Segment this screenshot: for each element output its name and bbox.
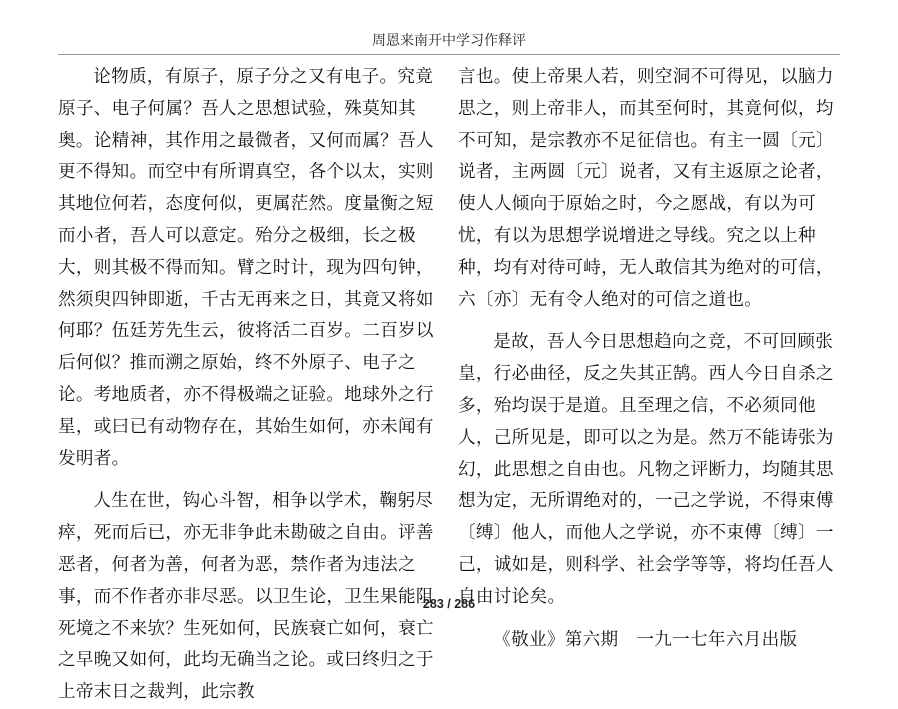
header-divider bbox=[58, 54, 840, 55]
publication-note: 《敬业》第六期 一九一七年六月出版 bbox=[493, 629, 798, 650]
page-number: 283 / 286 bbox=[422, 597, 476, 611]
running-header: 周恩来南开中学习作释评 bbox=[372, 33, 526, 49]
paragraph-2-continued: 言也。使上帝果人若，则空洞不可得见，以脑力思之，则上帝非人，而其至何时，其竟何似，均不可知，是宗教亦不足征信也。有主一圆〔元〕说者，主两圆〔元〕说者，又有主返原之论者，使人人倾向于原始之时，今之愿战，有以为可忧，有以为思想学说增进之导线。究之以上种种，均有对待可峙，无人敢信其为绝对的可信，六〔亦〕无有令人绝对的可信之道也。 bbox=[458, 67, 834, 310]
paragraph-1: 论物质，有原子，原子分之又有电子。究竟原子、电子何属？吾人之思想试验，殊莫知其奥。论精神，其作用之最微者，又何而属？吾人更不得知。而空中有所谓真空，各个以太，实则其地位何若，态度何似，更属茫然。度量衡之短而小者，吾人可以意定。殆分之极细，长之极大，则其极不得而知。臂之时计，现为四句钟，然须臾四钟即逝，千古无再来之日，其竟又将如何耶？伍廷芳先生云，彼将活二百岁。二百岁以后何似？推而溯之原始，终不外原子、电子之论。考地质者，亦不得极端之证验。地球外之行星，或曰已有动物存在，其始生如何，亦未闻有发明者。 bbox=[58, 67, 434, 469]
paragraph-3: 是故，吾人今日思想趋向之竞，不可回顾张皇，行必曲径，反之失其正鹄。西人今日自杀之多，殆均误于是道。且至理之信，不必须同他人，己所见是，即可以之为是。然万不能诪张为幻，此思想之自由也。凡物之评断力，均随其思想为定，无所谓绝对的，一己之学说，不得束傅〔缚〕他人，而他人之学说，亦不束傅〔缚〕一己，诚如是，则科学、社会学等等，将均任吾人自由讨论矣。 bbox=[458, 332, 834, 607]
paragraph-2: 人生在世，钩心斗智，相争以学术，鞠躬尽瘁，死而后已，亦无非争此未勘破之自由。评善恶者，何者为善，何者为恶，禁作者为违法之事，而不作者亦非尽恶。以卫生论，卫生果能阻死境之不来欤？生死如何，民族衰亡如何，衰亡之早晚又如何，此均无确当之论。或曰终归之于上帝末日之裁判，此宗教 bbox=[58, 491, 434, 703]
left-text-column bbox=[58, 62, 434, 709]
right-text-column bbox=[458, 62, 834, 656]
